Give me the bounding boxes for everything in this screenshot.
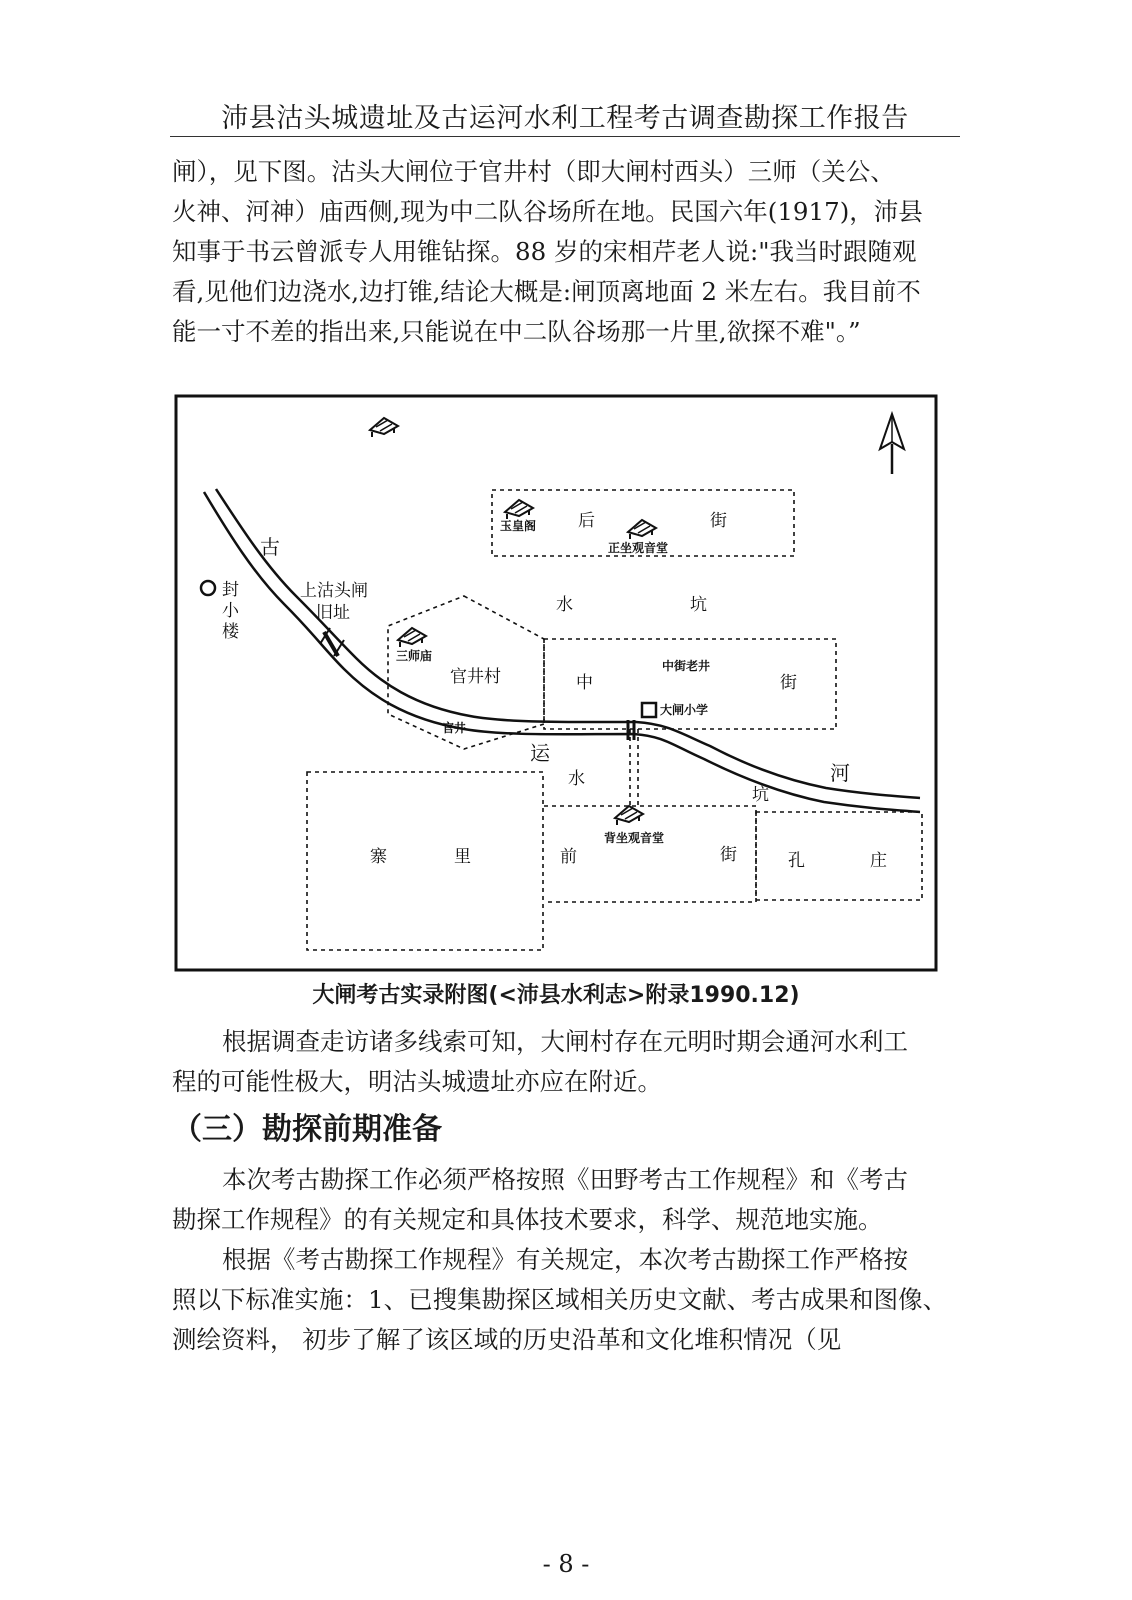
map-label-zhongjie-laojing: 中街老井 (662, 659, 711, 673)
map-label-qian: 前 (560, 847, 577, 867)
map-label-yun: 运 (530, 741, 550, 765)
map-label-dazha-xiaoxue: 大闸小学 (660, 703, 709, 717)
map-label-keng-top: 坑 (690, 595, 707, 615)
map-label-jiu-zhi: 旧址 (316, 603, 350, 623)
map-label-he: 河 (830, 761, 850, 785)
paragraph-2 (172, 1022, 962, 1102)
map-label-hou: 后 (578, 511, 595, 531)
map-label-yuhuang-ge: 玉皇阁 (500, 519, 537, 533)
page-number: - 8 - (542, 1550, 590, 1578)
paragraph-line: 看,见他们边浇水,边打锥,结论大概是:闸顶离地面 2 米左右。我目前不 (172, 277, 921, 306)
school-icon (642, 703, 656, 717)
section-heading: （三）勘探前期准备 (172, 1112, 442, 1147)
map-label-beizuo-guanyintang: 背坐观音堂 (604, 831, 665, 845)
paragraph-line: 知事于书云曾派专人用锥钻探。88 岁的宋相芹老人说:"我当时跟随观 (172, 237, 917, 266)
paragraph-line: 根据《考古勘探工作规程》有关规定，本次考古勘探工作严格按 (222, 1245, 908, 1274)
map-label-xiao: 小 (222, 601, 239, 621)
map-frame (176, 396, 936, 970)
map-label-keng-bottom: 坑 (752, 785, 769, 805)
paragraph-line: 闸），见下图。沽头大闸位于官井村（即大闸村西头）三师（关公、 (172, 157, 895, 186)
map-label-zhong: 中 (576, 673, 593, 693)
paragraph-line: 勘探工作规程》的有关规定和具体技术要求，科学、规范地实施。 (172, 1205, 883, 1234)
map-label-kong: 孔 (788, 851, 805, 871)
paragraph-line: 本次考古勘探工作必须严格按照《田野考古工作规程》和《考古 (222, 1165, 908, 1194)
map-label-shui-top: 水 (556, 595, 573, 615)
dazha-map-figure (174, 394, 938, 972)
map-label-zhengzuo-guanyintang: 正坐观音堂 (608, 541, 669, 555)
map-label-feng: 封 (222, 580, 239, 600)
well-icon (201, 581, 215, 595)
map-label-guanjing: 官井 (442, 721, 467, 735)
running-header: 沛县沽头城遗址及古运河水利工程考古调查勘探工作报告 (221, 103, 909, 134)
map-label-li: 里 (454, 847, 471, 867)
paragraph-line: 测绘资料， 初步了解了该区域的历史沿革和文化堆积情况（见 (172, 1325, 842, 1354)
figure-caption: 大闸考古实录附图(<沛县水利志>附录1990.12) (312, 983, 800, 1008)
paragraph-line: 火神、河神）庙西侧,现为中二队谷场所在地。民国六年(1917)，沛县 (172, 197, 923, 226)
map-label-jie-front: 街 (720, 845, 737, 865)
paragraph-3 (172, 1160, 962, 1240)
paragraph-line: 根据调查走访诸多线索可知，大闸村存在元明时期会通河水利工 (222, 1027, 908, 1056)
map-label-jie-mid: 街 (780, 673, 797, 693)
paragraph-1 (172, 152, 962, 352)
map-label-guanjing-cun: 官井村 (450, 667, 501, 687)
map-label-shang-gutou-zha: 上沽头闸 (300, 581, 368, 601)
map-label-zhuang: 庄 (870, 851, 887, 871)
paragraph-line: 照以下标准实施：1、已搜集勘探区域相关历史文献、考古成果和图像、 (172, 1285, 948, 1314)
paragraph-line: 程的可能性极大，明沽头城遗址亦应在附近。 (172, 1067, 662, 1096)
map-label-gu: 古 (260, 535, 280, 559)
header-rule (170, 136, 960, 137)
map-label-zhai: 寨 (370, 847, 387, 867)
map-label-shui-bottom: 水 (568, 769, 585, 789)
map-label-lou: 楼 (222, 622, 239, 642)
map-label-jie-back: 街 (710, 511, 727, 531)
paragraph-4 (172, 1240, 962, 1360)
map-label-sanshi-miao: 三师庙 (396, 649, 433, 663)
paragraph-line: 能一寸不差的指出来,只能说在中二队谷场那一片里,欲探不难"。” (172, 317, 861, 346)
